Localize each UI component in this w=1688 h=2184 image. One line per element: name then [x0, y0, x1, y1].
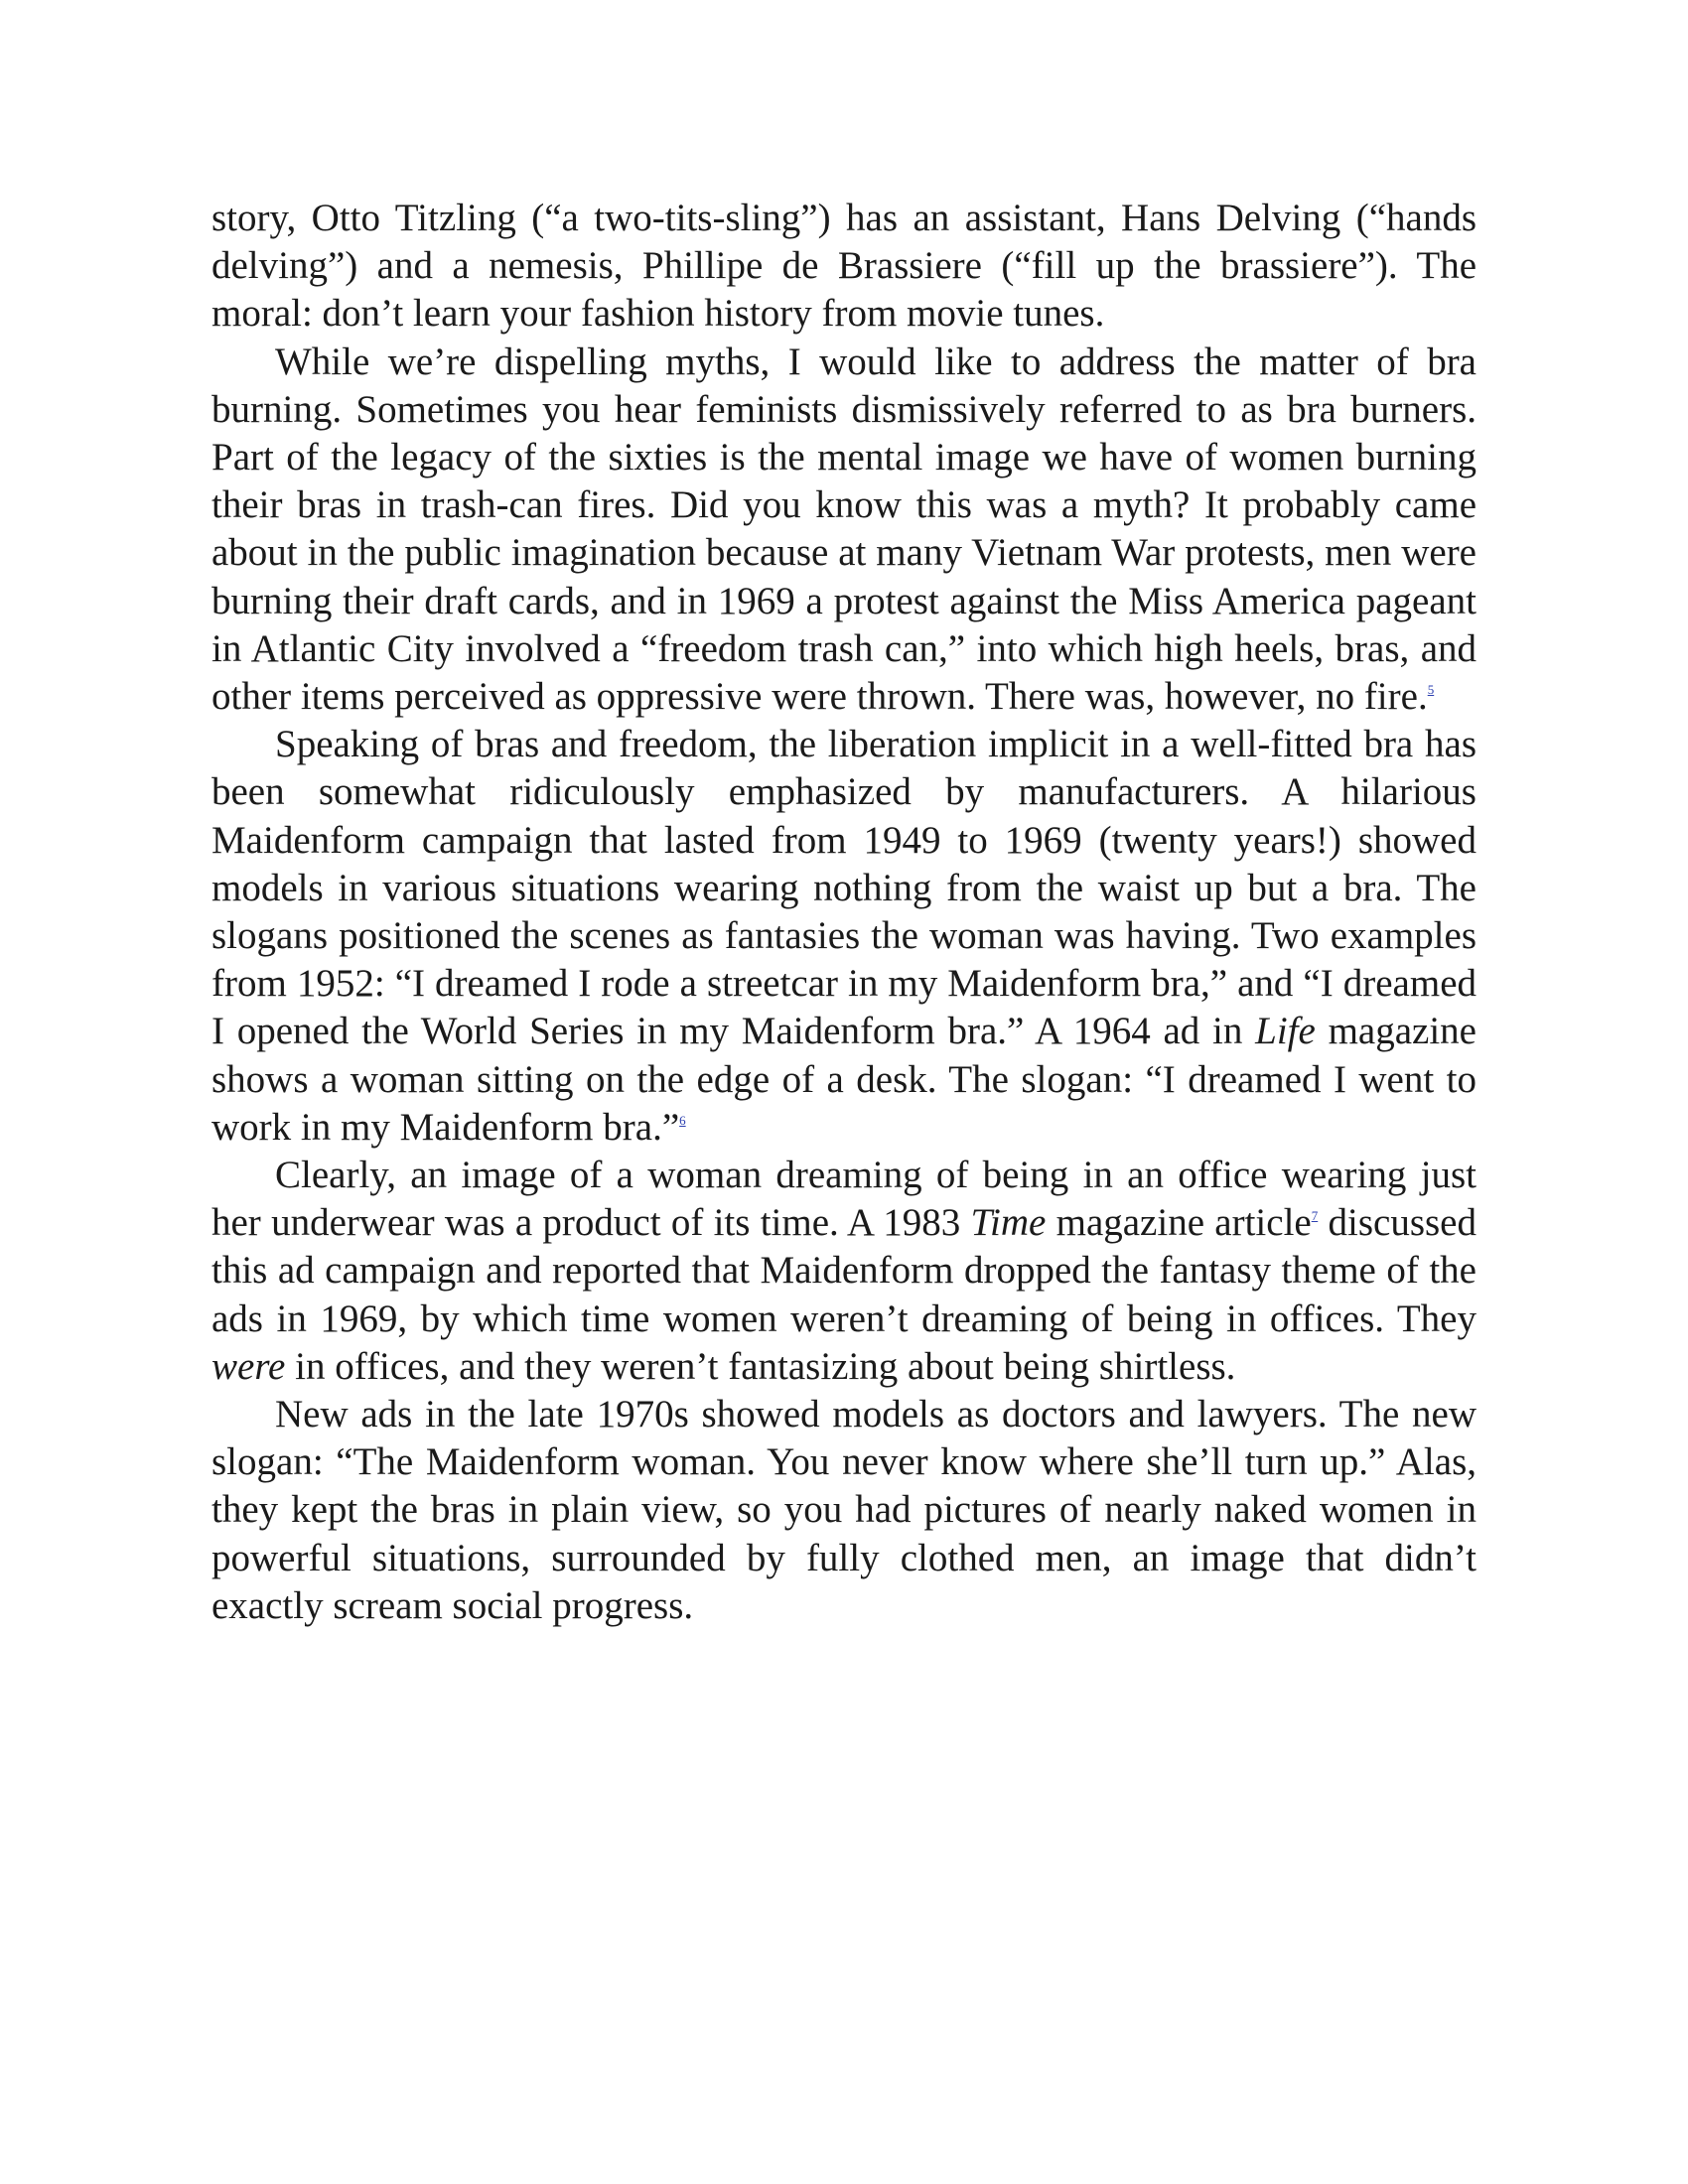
- paragraph-text: While we’re dispelling myths, I would like to address the matter of bra burning. Sometimes you hear feminists dismissively referred to as bra burners. Part of the legacy of the sixties is the mental image we have of women burning their bras in trash-can fires. Did you know this was a myth? It probably came about in the public imagination because at many Vietnam War protests, men were burning their draft cards, and in 1969 a protest against the Miss America pageant in Atlantic City involved a “freedom trash can,” into which high heels, bras, and other items perceived as oppressive were thrown. There was, however, no fire.: [211, 340, 1477, 719]
- italic-were: were: [211, 1344, 286, 1388]
- paragraph-text: magazine shows a woman sitting on the edge of a desk. The slogan: “I dreamed I went to work in my Maidenform bra.”: [211, 1010, 1477, 1149]
- italic-life-title: Life: [1255, 1010, 1316, 1053]
- page-body-text: [211, 195, 1477, 1630]
- paragraph-new-ads-1970s: [211, 1391, 1477, 1630]
- paragraph-text: magazine article: [1046, 1201, 1312, 1245]
- paragraph-time-article: [211, 1152, 1477, 1391]
- paragraph-titzling-story: [211, 195, 1477, 339]
- paragraph-bra-burning-myth: [211, 339, 1477, 722]
- paragraph-maidenform-campaign: [211, 721, 1477, 1152]
- paragraph-text: discussed this ad campaign and reported that Maidenform dropped the fantasy theme of the ads in 1969, by which time women weren’t dreaming of being in offices. They: [211, 1201, 1477, 1340]
- footnote-link-7[interactable]: 7: [1311, 1208, 1319, 1224]
- paragraph-text: story, Otto Titzling (“a two-tits-sling”) has an assistant, Hans Delving (“hands delving”) and a nemesis, Phillipe de Brassiere (“fill up the brassiere”). The moral: don’t learn your fashion history from movie tunes.: [211, 197, 1477, 336]
- paragraph-text: Clearly, an image of a woman dreaming of being in an office wearing just her underwear was a product of its time. A 1983: [211, 1154, 1477, 1245]
- paragraph-text: in offices, and they weren’t fantasizing about being shirtless.: [285, 1344, 1236, 1388]
- paragraph-text: New ads in the late 1970s showed models as doctors and lawyers. The new slogan: “The Maidenform woman. You never know where she’ll turn up.” Alas, they kept the bras in plain view, so you had pictures of nearly naked women in powerful situations, surrounded by fully clothed men, an image that didn’t exactly scream social progress.: [211, 1393, 1477, 1627]
- footnote-link-6[interactable]: 6: [679, 1112, 686, 1128]
- paragraph-text: Speaking of bras and freedom, the liberation implicit in a well-fitted bra has been somewhat ridiculously emphasized by manufacturers. A hilarious Maidenform campaign that lasted from 1949 to 1969 (twenty years!) showed models in various situations wearing nothing from the waist up but a bra. The slogans positioned the scenes as fantasies the woman was having. Two examples from 1952: “I dreamed I rode a streetcar in my Maidenform bra,” and “I dreamed I opened the World Series in my Maidenform bra.” A 1964 ad in: [211, 723, 1477, 1053]
- footnote-link-5[interactable]: 5: [1427, 682, 1435, 698]
- italic-time-title: Time: [970, 1201, 1047, 1245]
